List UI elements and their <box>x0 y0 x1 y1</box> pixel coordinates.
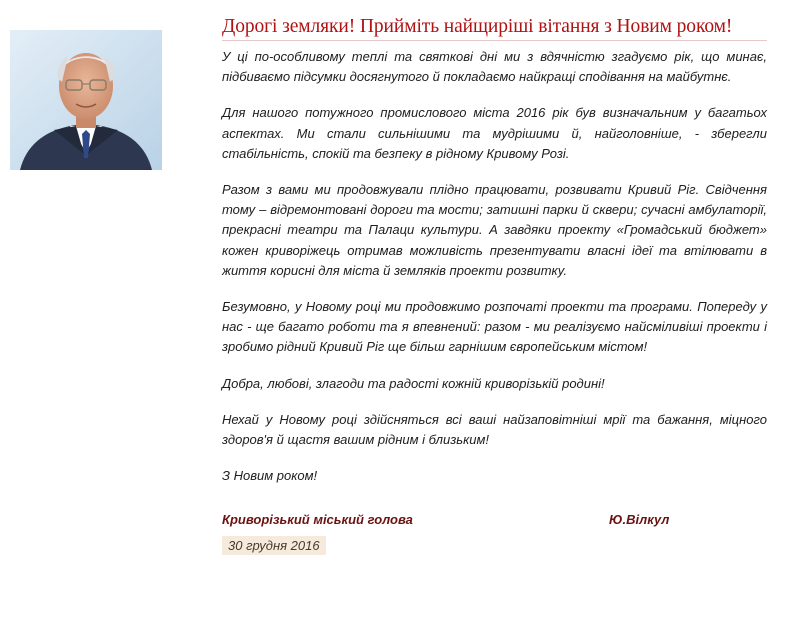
paragraph-2: Для нашого потужного промислового міста 2016 рік був визначальним у багатьох аспектах. Ми стали сильнішими та мудрішими й, найголовніше, - зберегли стабільність, спокій та безпеку в рідному Кривому Розі. <box>222 105 767 161</box>
signature-name: Ю.Вілкул <box>609 512 670 528</box>
greeting-article <box>222 16 767 555</box>
paragraph-5: Добра, любові, злагоди та радості кожній криворізькій родині! <box>222 375 605 391</box>
author-portrait <box>10 30 162 170</box>
paragraph-3: Разом з вами ми продовжували плідно працювати, розвивати Кривий Ріг. Свідчення тому – відремонтовані дороги та мости; затишні парки й сквери; сучасні амбулаторії, прекрасні театри та Палаци культури. А завдяки проекту «Громадський бюджет» кожен криворіжець отримав можливість презентувати власні ідеї та втілювати в життя корисні для міста й земляків проекти розвитку. <box>222 182 767 278</box>
paragraph-4: Безумовно, у Новому році ми продовжимо розпочаті проекти та програми. Попереду у нас - ще багато роботи та я впевнений: разом - ми реалізуємо найсміливіші проекти і зробимо рідний Кривий Ріг ще більш гарнішим європейським містом! <box>222 299 767 355</box>
signature-block <box>222 512 767 534</box>
paragraph-1: У ці по-особливому теплі та святкові дні ми з вдячністю згадуємо рік, що минає, підбиваємо підсумки досягнутого й покладаємо найкращі сподівання на майбутнє. <box>222 49 767 85</box>
signature-role: Криворізький міський голова <box>222 512 413 528</box>
paragraph-6: Нехай у Новому році здійсняться всі ваші найзаповітніші мрії та бажання, міцного здоров'я й щастя вашим рідним і близьким! <box>222 411 767 448</box>
date-badge: 30 грудня 2016 <box>222 536 326 555</box>
photo-column <box>0 0 205 640</box>
paragraph-7: З Новим роком! <box>222 468 318 484</box>
article-title: Дорогі земляки! Прийміть найщиріші вітання з Новим роком! <box>222 16 767 41</box>
